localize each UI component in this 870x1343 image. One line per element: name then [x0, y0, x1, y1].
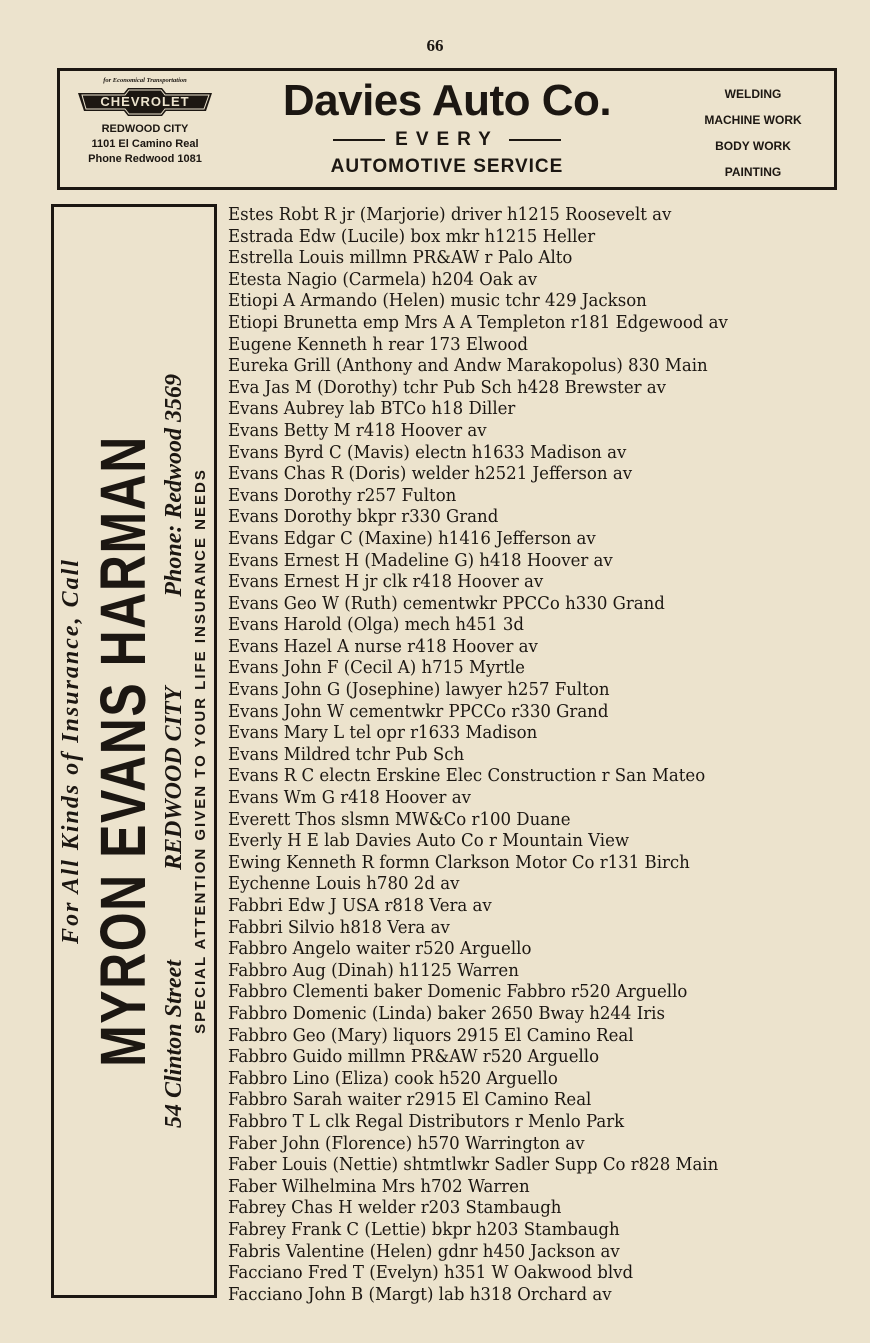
insurance-agent-name: MYRON EVANS HARMAN	[87, 435, 159, 1067]
list-item: Faber John (Florence) h570 Warrington av	[228, 1132, 585, 1154]
list-item: Fabris Valentine (Helen) gdnr h450 Jackson av	[228, 1240, 620, 1262]
list-item: Everly H E lab Davies Auto Co r Mountain View	[228, 830, 630, 852]
right-rule	[509, 139, 561, 141]
insurance-contact-row	[158, 211, 190, 1291]
company-block	[232, 71, 662, 187]
list-item: Facciano John B (Margt) lab h318 Orchard av	[228, 1283, 612, 1305]
list-item: Estrella Louis millmn PR&AW r Palo Alto	[228, 247, 573, 269]
list-item: Etiopi Brunetta emp Mrs A A Templeton r181 Edgewood av	[228, 311, 728, 333]
page-number: 66	[426, 36, 444, 55]
list-item: Evans Geo W (Ruth) cementwkr PPCCo h330 Grand	[228, 592, 665, 614]
list-item: Ewing Kenneth R formn Clarkson Motor Co r131 Birch	[228, 851, 690, 873]
service-machine-work: MACHINE WORK	[704, 113, 802, 127]
list-item: Everett Thos slsmn MW&Co r100 Duane	[228, 808, 571, 830]
service-body-work: BODY WORK	[715, 139, 791, 153]
list-item: Faber Louis (Nettie) shtmtlwkr Sadler Supp Co r828 Main	[228, 1154, 719, 1176]
list-item: Etiopi A Armando (Helen) music tchr 429 Jackson	[228, 290, 647, 312]
list-item: Eva Jas M (Dorothy) tchr Pub Sch h428 Brewster av	[228, 376, 667, 398]
list-item: Evans Ernest H jr clk r418 Hoover av	[228, 571, 544, 593]
insurance-phone: Phone: Redwood 3569	[161, 373, 187, 597]
list-item: Fabrey Chas H welder r203 Stambaugh	[228, 1197, 562, 1219]
list-item: Evans John W cementwkr PPCCo r330 Grand	[228, 700, 609, 722]
list-item: Evans Dorothy r257 Fulton	[228, 484, 457, 506]
list-item: Evans Chas R (Doris) welder h2521 Jefferson av	[228, 463, 633, 485]
directory-listing	[228, 204, 858, 1305]
list-item: Etesta Nagio (Carmela) h204 Oak av	[228, 268, 538, 290]
list-item: Faber Wilhelmina Mrs h702 Warren	[228, 1175, 530, 1197]
automotive-service-text: AUTOMOTIVE SERVICE	[330, 156, 564, 177]
list-item: Evans Hazel A nurse r418 Hoover av	[228, 635, 538, 657]
insurance-call-text: For All Kinds of Insurance, Call	[58, 558, 84, 944]
list-item: Evans Byrd C (Mavis) electn h1633 Madison av	[228, 441, 627, 463]
insurance-city: REDWOOD CITY	[161, 686, 187, 870]
davies-auto-advertisement	[57, 68, 837, 190]
dealer-phone: Phone Redwood 1081	[88, 153, 202, 165]
every-line	[232, 129, 662, 151]
ad-tagline: for Economical Transportation	[103, 77, 187, 84]
insurance-advertisement	[51, 204, 217, 1298]
left-rule	[333, 139, 385, 141]
service-welding: WELDING	[724, 87, 782, 101]
list-item: Eureka Grill (Anthony and Andw Marakopolus) 830 Main	[228, 355, 708, 377]
list-item: Evans Edgar C (Maxine) h1416 Jefferson av	[228, 527, 596, 549]
list-item: Evans John F (Cecil A) h715 Myrtle	[228, 657, 525, 679]
list-item: Evans Ernest H (Madeline G) h418 Hoover av	[228, 549, 613, 571]
list-item: Evans Wm G r418 Hoover av	[228, 787, 471, 809]
list-item: Evans R C electn Erskine Elec Construction r San Mateo	[228, 765, 706, 787]
list-item: Fabbro Domenic (Linda) baker 2650 Bway h244 Iris	[228, 1002, 665, 1024]
list-item: Fabrey Frank C (Lettie) bkpr h203 Stambaugh	[228, 1218, 620, 1240]
list-item: Evans Aubrey lab BTCo h18 Diller	[228, 398, 516, 420]
dealer-address: 1101 El Camino Real	[91, 138, 199, 150]
list-item: Evans John G (Josephine) lawyer h257 Fulton	[228, 679, 610, 701]
insurance-street: 54 Clinton Street	[161, 960, 187, 1129]
insurance-special-note: SPECIAL ATTENTION GIVEN TO YOUR LIFE INSURANCE NEEDS	[192, 468, 209, 1034]
list-item: Fabbro Sarah waiter r2915 El Camino Real	[228, 1089, 592, 1111]
list-item: Fabbro Geo (Mary) liquors 2915 El Camino Real	[228, 1024, 634, 1046]
list-item: Fabbro Aug (Dinah) h1125 Warren	[228, 959, 519, 981]
chevrolet-logo-text: CHEVROLET	[100, 94, 190, 109]
list-item: Fabbro Lino (Eliza) cook h520 Arguello	[228, 1067, 558, 1089]
list-item: Fabbro Guido millmn PR&AW r520 Arguello	[228, 1046, 600, 1068]
insurance-ad-rotated-content	[54, 211, 214, 1291]
list-item: Fabbri Silvio h818 Vera av	[228, 916, 450, 938]
services-list	[674, 71, 832, 187]
list-item: Eugene Kenneth h rear 173 Elwood	[228, 333, 529, 355]
dealer-city: REDWOOD CITY	[101, 123, 189, 135]
every-text: EVERY	[395, 129, 499, 150]
list-item: Eychenne Louis h780 2d av	[228, 873, 460, 895]
company-name: Davies Auto Co.	[282, 76, 612, 125]
list-item: Fabbri Edw J USA r818 Vera av	[228, 895, 492, 916]
list-item: Evans Dorothy bkpr r330 Grand	[228, 506, 499, 528]
list-item: Fabbro Angelo waiter r520 Arguello	[228, 938, 532, 960]
list-item: Fabbro T L clk Regal Distributors r Menlo Park	[228, 1110, 625, 1132]
list-item: Evans Harold (Olga) mech h451 3d	[228, 614, 525, 636]
service-painting: PAINTING	[724, 165, 782, 179]
list-item: Facciano Fred T (Evelyn) h351 W Oakwood blvd	[228, 1262, 634, 1284]
list-item: Evans Mary L tel opr r1633 Madison	[228, 722, 538, 744]
list-item: Evans Betty M r418 Hoover av	[228, 419, 487, 441]
list-item: Estes Robt R jr (Marjorie) driver h1215 Roosevelt av	[228, 204, 672, 225]
list-item: Estrada Edw (Lucile) box mkr h1215 Heller	[228, 225, 596, 247]
list-item: Evans Mildred tchr Pub Sch	[228, 743, 465, 765]
chevrolet-dealer-block	[60, 71, 230, 187]
list-item: Fabbro Clementi baker Domenic Fabbro r520 Arguello	[228, 981, 688, 1003]
chevrolet-logo	[74, 88, 216, 116]
